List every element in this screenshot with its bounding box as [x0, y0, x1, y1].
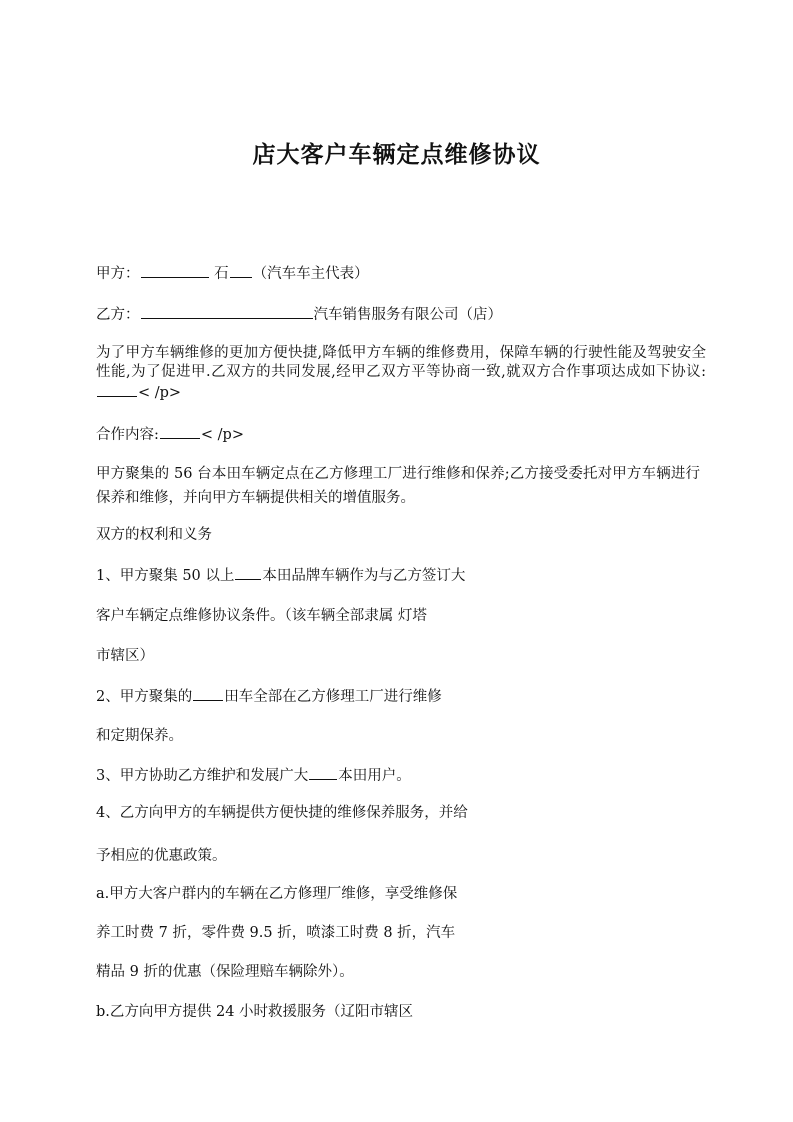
item-a-cont-2: 精品 9 折的优惠（保险理赔车辆除外）。	[96, 964, 354, 980]
item-1-cont-1: 客户车辆定点维修协议条件。（该车辆全部隶属 灯塔	[96, 608, 427, 624]
item-3-after: 本田用户。	[338, 768, 411, 784]
item-1-before: 1、甲方聚集 50 以上	[96, 568, 235, 584]
party-b-blank	[141, 304, 313, 319]
cooperation-line	[96, 424, 244, 444]
rights-heading: 双方的权利和义务	[96, 527, 212, 543]
party-a-blank	[141, 263, 209, 278]
item-b-line: b.乙方向甲方提供 24 小时救援服务（辽阳市辖区	[96, 1004, 414, 1020]
party-a-name: 石	[214, 266, 229, 282]
party-a-label: 甲方：	[96, 266, 140, 282]
item-3-before: 3、甲方协助乙方维护和发展广大	[96, 768, 309, 784]
item-1-cont-2: 市辖区）	[96, 648, 154, 664]
cooperation-blank	[160, 424, 200, 439]
item-2-before: 2、甲方聚集的	[96, 689, 193, 705]
intro-tail: < /p>	[138, 385, 182, 401]
item-2-line	[96, 686, 442, 706]
item-3-line	[96, 765, 411, 785]
item-4-cont-1: 予相应的优惠政策。	[96, 848, 227, 864]
main-clause: 甲方聚集的 56 台本田车辆定点在乙方修理工厂进行维修和保养;乙方接受委托对甲方车辆进行保养和维修，并向甲方车辆提供相关的增值服务。	[96, 466, 700, 506]
item-a-cont-1: 养工时费 7 折，零件费 9.5 折，喷漆工时费 8 折，汽车	[96, 925, 456, 941]
document-title: 店大客户车辆定点维修协议	[252, 142, 541, 168]
intro-text: 为了甲方车辆维修的更加方便快捷,降低甲方车辆的维修费用，保障车辆的行驶性能及驾驶安全性能,为了促进甲.乙双方的共同发展,经甲乙双方平等协商一致,就双方合作事项达成如下协议:	[96, 345, 706, 380]
party-a-desc: （汽车车主代表）	[252, 266, 369, 282]
party-b-line	[96, 304, 502, 324]
item-1-blank	[235, 565, 261, 580]
item-1-line	[96, 565, 465, 585]
item-1-after: 本田品牌车辆作为与乙方签订大	[262, 568, 466, 584]
party-b-label: 乙方：	[96, 307, 140, 323]
item-2-blank	[193, 686, 223, 701]
item-4-line: 4、乙方向甲方的车辆提供方便快捷的维修保养服务，并给	[96, 805, 468, 821]
party-b-desc: 汽车销售服务有限公司（店）	[313, 307, 502, 323]
intro-blank	[97, 382, 137, 397]
intro-paragraph	[96, 344, 706, 403]
cooperation-tail: < /p>	[200, 427, 244, 443]
party-a-name-blank	[230, 263, 252, 278]
item-3-blank	[309, 765, 337, 780]
cooperation-label: 合作内容:	[96, 427, 159, 443]
item-2-after: 田车全部在乙方修理工厂进行维修	[224, 689, 442, 705]
item-a-line: a.甲方大客户群内的车辆在乙方修理厂维修，享受维修保	[96, 886, 458, 902]
party-a-line	[96, 263, 369, 283]
item-2-cont-1: 和定期保养。	[96, 728, 183, 744]
